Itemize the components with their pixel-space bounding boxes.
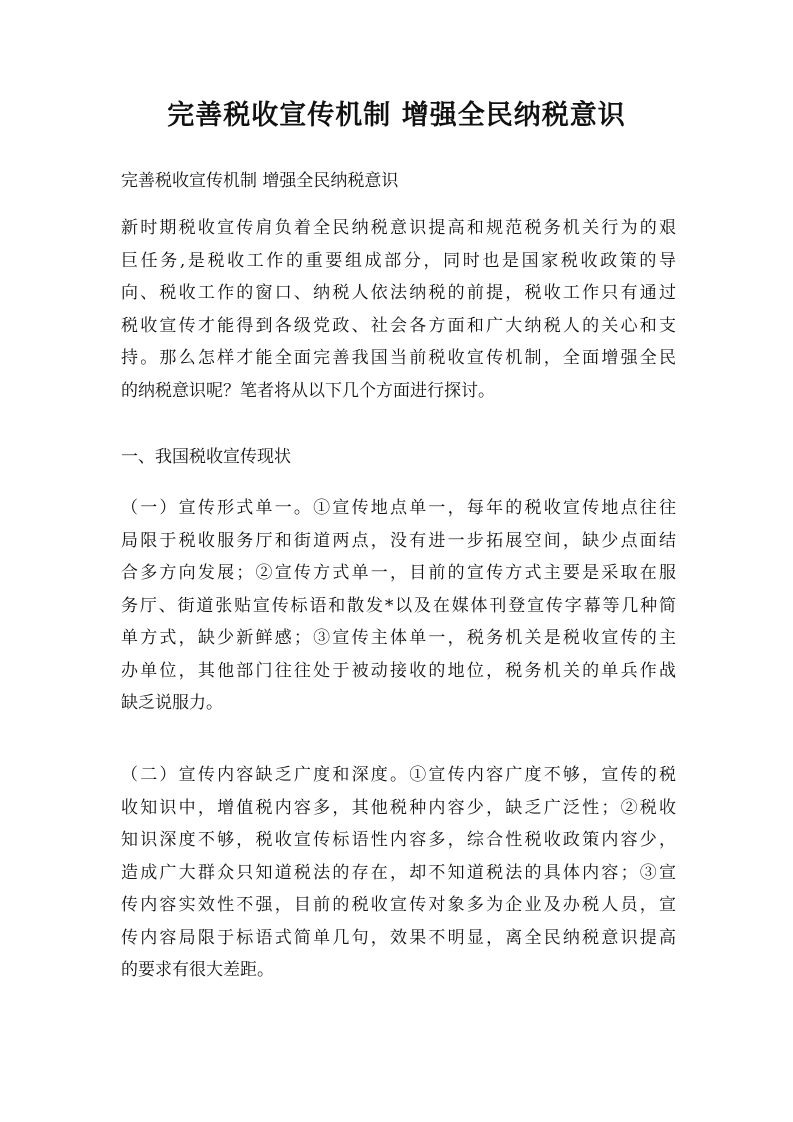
paragraph-line: 收知识中，增值税内容多，其他税种内容少，缺乏广泛性；②税收 bbox=[121, 797, 676, 818]
paragraph-line: 税收宣传才能得到各级党政、社会各方面和广大纳税人的关心和支 bbox=[121, 315, 676, 336]
paragraph-line: （二）宣传内容缺乏广度和深度。①宣传内容广度不够，宣传的税 bbox=[121, 765, 676, 785]
paragraph-line: 造成广大群众只知道税法的存在，却不知道税法的具体内容；③宣 bbox=[121, 862, 676, 883]
paragraph-line: 务厅、街道张贴宣传标语和散发*以及在媒体刊登宣传字幕等几种简 bbox=[121, 595, 676, 616]
paragraph-line: 办单位，其他部门往往处于被动接收的地位，税务机关的单兵作战 bbox=[121, 660, 676, 681]
paragraph-line: 新时期税收宣传肩负着全民纳税意识提高和规范税务机关行为的艰 bbox=[121, 218, 676, 238]
paragraph-line: 向、税收工作的窗口、纳税人依法纳税的前提，税收工作只有通过 bbox=[121, 283, 676, 303]
paragraph-line: 的纳税意识呢？笔者将从以下几个方面进行探讨。 bbox=[121, 380, 495, 401]
paragraph-line: 局限于税收服务厅和街道两点，没有进一步拓展空间，缺少点面结 bbox=[121, 530, 676, 551]
section-heading: 一、我国税收宣传现状 bbox=[121, 447, 291, 467]
paragraph-line: 缺乏说服力。 bbox=[121, 693, 223, 713]
paragraph-line: 的要求有很大差距。 bbox=[121, 960, 274, 980]
paragraph-line: 传内容局限于标语式简单几句，效果不明显，离全民纳税意识提高 bbox=[121, 927, 676, 948]
document-subtitle: 完善税收宣传机制 增强全民纳税意识 bbox=[121, 171, 399, 191]
document-title: 完善税收宣传机制 增强全民纳税意识 bbox=[167, 100, 626, 131]
paragraph-line: 持。那么怎样才能全面完善我国当前税收宣传机制，全面增强全民 bbox=[121, 348, 676, 368]
paragraph-line: 巨任务,是税收工作的重要组成部分，同时也是国家税收政策的导 bbox=[121, 250, 676, 271]
paragraph-line: 单方式，缺少新鲜感；③宣传主体单一，税务机关是税收宣传的主 bbox=[121, 628, 676, 648]
paragraph-line: 传内容实效性不强，目前的税收宣传对象多为企业及办税人员，宣 bbox=[121, 895, 676, 915]
paragraph-line: 合多方向发展；②宣传方式单一，目前的宣传方式主要是采取在服 bbox=[121, 563, 676, 583]
section1-item2-paragraph bbox=[121, 759, 676, 987]
section1-item1-paragraph bbox=[121, 492, 676, 720]
intro-paragraph bbox=[121, 212, 676, 407]
paragraph-line: （一）宣传形式单一。①宣传地点单一，每年的税收宣传地点往往 bbox=[121, 498, 676, 518]
paragraph-line: 知识深度不够，税收宣传标语性内容多，综合性税收政策内容少， bbox=[121, 830, 676, 850]
